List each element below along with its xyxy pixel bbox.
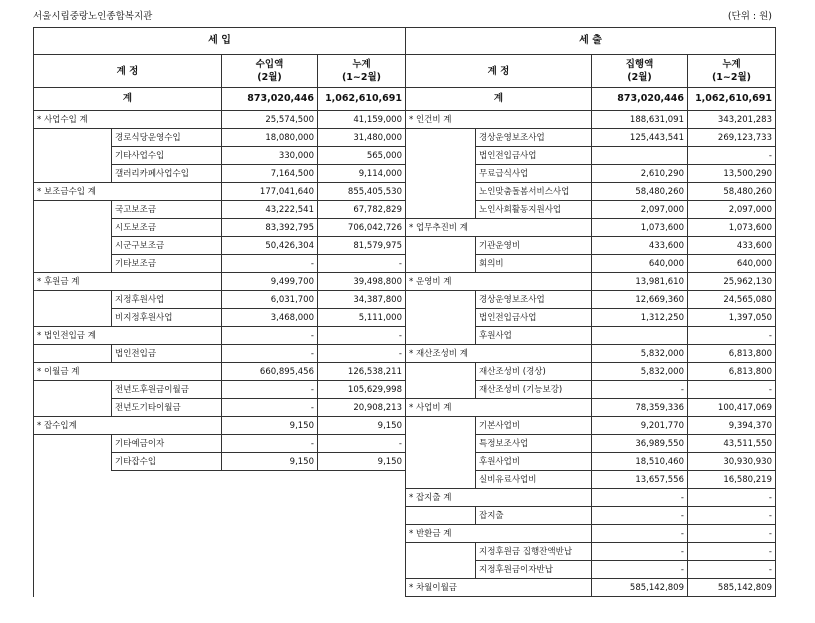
income-cumulative: - xyxy=(318,345,406,363)
expense-cumulative-header: 누계 (1~2월) xyxy=(688,55,776,88)
expense-subitem: 지정후원금 집행잔액반납 xyxy=(476,543,592,561)
expense-amount: - xyxy=(592,489,688,507)
income-category: * 법인전입금 계 xyxy=(34,327,222,345)
income-cumulative: 565,000 xyxy=(318,147,406,165)
expense-subitem: 재산조성비 (기능보강) xyxy=(476,381,592,399)
income-amount: - xyxy=(222,255,318,273)
expense-amount: - xyxy=(592,381,688,399)
income-subitem: 갤러리카페사업수입 xyxy=(112,165,222,183)
table-row xyxy=(34,507,776,525)
income-amount: 3,468,000 xyxy=(222,309,318,327)
expense-category-spacer xyxy=(406,453,476,471)
table-row xyxy=(34,525,776,543)
income-subitem: 기타보조금 xyxy=(112,255,222,273)
expense-amount: - xyxy=(592,525,688,543)
expense-amount: 640,000 xyxy=(592,255,688,273)
income-amount-header: 수입액 (2월) xyxy=(222,55,318,88)
income-subitem: 시군구보조금 xyxy=(112,237,222,255)
expense-category-spacer xyxy=(406,327,476,345)
table-row xyxy=(34,273,776,291)
expense-subitem: 법인전입금사업 xyxy=(476,147,592,165)
expense-subitem: 경상운영보조사업 xyxy=(476,291,592,309)
expense-account-header: 계 정 xyxy=(406,55,592,88)
income-cumulative: 39,498,800 xyxy=(318,273,406,291)
income-category-spacer xyxy=(34,201,112,219)
table-row xyxy=(34,579,776,597)
income-amount: 9,150 xyxy=(222,417,318,435)
expense-amount: 188,631,091 xyxy=(592,111,688,129)
income-category-spacer xyxy=(34,345,112,363)
expense-category-spacer xyxy=(406,147,476,165)
income-amount: - xyxy=(222,381,318,399)
income-cumulative: 9,150 xyxy=(318,453,406,471)
table-row xyxy=(34,219,776,237)
expense-category-spacer xyxy=(406,129,476,147)
expense-subitem: 특정보조사업 xyxy=(476,435,592,453)
expense-cumulative: 9,394,370 xyxy=(688,417,776,435)
income-category: * 보조금수입 계 xyxy=(34,183,222,201)
income-total-label: 계 xyxy=(34,88,222,111)
expense-cumulative: 13,500,290 xyxy=(688,165,776,183)
table-row xyxy=(34,543,776,561)
expense-category-spacer xyxy=(406,165,476,183)
income-cumulative: 34,387,800 xyxy=(318,291,406,309)
table-row xyxy=(34,381,776,399)
income-account-header: 계 정 xyxy=(34,55,222,88)
expense-category-spacer xyxy=(406,381,476,399)
income-amount: 9,499,700 xyxy=(222,273,318,291)
expense-subitem: 재산조성비 (경상) xyxy=(476,363,592,381)
income-category-spacer xyxy=(34,237,112,255)
table-row xyxy=(34,201,776,219)
expense-category-spacer xyxy=(406,291,476,309)
income-empty-cell xyxy=(34,543,406,561)
unit-label: (단위 : 원) xyxy=(727,11,772,22)
income-empty-cell xyxy=(34,489,406,507)
expense-cumulative: 43,511,550 xyxy=(688,435,776,453)
expense-category-spacer xyxy=(406,237,476,255)
expense-category-spacer xyxy=(406,363,476,381)
expense-amount: - xyxy=(592,561,688,579)
expense-subitem: 노인사회활동지원사업 xyxy=(476,201,592,219)
income-category-spacer xyxy=(34,309,112,327)
income-amount: 83,392,795 xyxy=(222,219,318,237)
expense-amount xyxy=(592,147,688,165)
expense-cumulative: 16,580,219 xyxy=(688,471,776,489)
expense-amount: 125,443,541 xyxy=(592,129,688,147)
income-subitem: 전년도후원금이월금 xyxy=(112,381,222,399)
expense-category-spacer xyxy=(406,309,476,327)
expense-cumulative: - xyxy=(688,147,776,165)
income-category: * 이월금 계 xyxy=(34,363,222,381)
expense-cumulative: 58,480,260 xyxy=(688,183,776,201)
expense-subitem: 기본사업비 xyxy=(476,417,592,435)
income-amount: - xyxy=(222,399,318,417)
income-category-spacer xyxy=(34,165,112,183)
income-cumulative: 20,908,213 xyxy=(318,399,406,417)
budget-table xyxy=(33,27,776,597)
income-subitem: 법인전입금 xyxy=(112,345,222,363)
table-row xyxy=(34,471,776,489)
table-row xyxy=(34,489,776,507)
income-category-spacer xyxy=(34,255,112,273)
income-category: * 후원금 계 xyxy=(34,273,222,291)
expense-subitem: 후원사업비 xyxy=(476,453,592,471)
expense-cumulative: 100,417,069 xyxy=(688,399,776,417)
income-amount: 9,150 xyxy=(222,453,318,471)
expense-amount: 9,201,770 xyxy=(592,417,688,435)
income-category-spacer xyxy=(34,291,112,309)
expense-category-spacer xyxy=(406,561,476,579)
expense-category-spacer xyxy=(406,471,476,489)
expense-category-spacer xyxy=(406,543,476,561)
income-category-spacer xyxy=(34,129,112,147)
expense-category-spacer xyxy=(406,507,476,525)
income-subitem: 지정후원사업 xyxy=(112,291,222,309)
expense-cumulative: - xyxy=(688,327,776,345)
expense-amount: 433,600 xyxy=(592,237,688,255)
income-amount: 6,031,700 xyxy=(222,291,318,309)
income-cumulative: 9,150 xyxy=(318,417,406,435)
income-subitem: 국고보조금 xyxy=(112,201,222,219)
income-cumulative: 855,405,530 xyxy=(318,183,406,201)
expense-amount: 18,510,460 xyxy=(592,453,688,471)
table-row xyxy=(34,309,776,327)
expense-category: * 재산조성비 계 xyxy=(406,345,592,363)
income-empty-cell xyxy=(34,525,406,543)
expense-category-spacer xyxy=(406,255,476,273)
expense-subitem: 법인전입금사업 xyxy=(476,309,592,327)
expense-cumulative: - xyxy=(688,561,776,579)
table-row xyxy=(34,561,776,579)
income-amount: 177,041,640 xyxy=(222,183,318,201)
expense-subitem: 지정후원금이자반납 xyxy=(476,561,592,579)
expense-cumulative: 640,000 xyxy=(688,255,776,273)
income-amount: 7,164,500 xyxy=(222,165,318,183)
expense-amount: 13,657,556 xyxy=(592,471,688,489)
table-row xyxy=(34,255,776,273)
expense-amount: 5,832,000 xyxy=(592,363,688,381)
table-row xyxy=(34,363,776,381)
expense-amount: 13,981,610 xyxy=(592,273,688,291)
expense-amount: 36,989,550 xyxy=(592,435,688,453)
expense-cumulative: 1,397,050 xyxy=(688,309,776,327)
expense-cumulative: 6,813,800 xyxy=(688,345,776,363)
income-empty-cell xyxy=(34,579,406,597)
expense-subitem: 무료급식사업 xyxy=(476,165,592,183)
expense-cumulative: 433,600 xyxy=(688,237,776,255)
table-row xyxy=(34,183,776,201)
income-cumulative: 41,159,000 xyxy=(318,111,406,129)
income-cumulative-header: 누계 (1~2월) xyxy=(318,55,406,88)
income-cumulative: 31,480,000 xyxy=(318,129,406,147)
table-row xyxy=(34,345,776,363)
expense-amount: 12,669,360 xyxy=(592,291,688,309)
expense-cumulative: - xyxy=(688,381,776,399)
income-category-spacer xyxy=(34,435,112,453)
expense-amount: 5,832,000 xyxy=(592,345,688,363)
table-row xyxy=(34,291,776,309)
income-header: 세 입 xyxy=(34,28,406,55)
income-cumulative: 5,111,000 xyxy=(318,309,406,327)
expense-total-amount: 873,020,446 xyxy=(592,88,688,111)
expense-subitem: 회의비 xyxy=(476,255,592,273)
expense-cumulative: 1,073,600 xyxy=(688,219,776,237)
income-cumulative: 105,629,998 xyxy=(318,381,406,399)
income-amount: - xyxy=(222,435,318,453)
income-cumulative: 706,042,726 xyxy=(318,219,406,237)
expense-category: * 사업비 계 xyxy=(406,399,592,417)
income-amount: 50,426,304 xyxy=(222,237,318,255)
expense-cumulative: 25,962,130 xyxy=(688,273,776,291)
income-total-cumulative: 1,062,610,691 xyxy=(318,88,406,111)
income-category-spacer xyxy=(34,147,112,165)
income-cumulative: 67,782,829 xyxy=(318,201,406,219)
income-empty-cell xyxy=(34,507,406,525)
income-amount: 330,000 xyxy=(222,147,318,165)
expense-amount: 58,480,260 xyxy=(592,183,688,201)
expense-amount: 1,073,600 xyxy=(592,219,688,237)
expense-cumulative: - xyxy=(688,489,776,507)
expense-category: * 운영비 계 xyxy=(406,273,592,291)
income-subitem: 시도보조금 xyxy=(112,219,222,237)
income-category: * 사업수입 계 xyxy=(34,111,222,129)
expense-subitem: 실비유료사업비 xyxy=(476,471,592,489)
expense-amount: 585,142,809 xyxy=(592,579,688,597)
expense-amount xyxy=(592,327,688,345)
expense-amount: 2,097,000 xyxy=(592,201,688,219)
income-subitem: 전년도기타이월금 xyxy=(112,399,222,417)
income-subitem: 기타예금이자 xyxy=(112,435,222,453)
expense-amount: 1,312,250 xyxy=(592,309,688,327)
table-row xyxy=(34,435,776,453)
table-row xyxy=(34,129,776,147)
income-amount: 18,080,000 xyxy=(222,129,318,147)
income-subitem: 기타잡수입 xyxy=(112,453,222,471)
expense-subitem: 경상운영보조사업 xyxy=(476,129,592,147)
expense-category: * 반환금 계 xyxy=(406,525,592,543)
income-cumulative: 81,579,975 xyxy=(318,237,406,255)
income-empty-cell xyxy=(34,471,406,489)
expense-cumulative: - xyxy=(688,525,776,543)
income-empty-cell xyxy=(34,561,406,579)
expense-amount: 2,610,290 xyxy=(592,165,688,183)
expense-subitem: 노인맞춤돌봄서비스사업 xyxy=(476,183,592,201)
expense-cumulative: 6,813,800 xyxy=(688,363,776,381)
table-row xyxy=(34,327,776,345)
table-row xyxy=(34,237,776,255)
income-amount: 25,574,500 xyxy=(222,111,318,129)
expense-category: * 잡지출 계 xyxy=(406,489,592,507)
expense-amount-header: 집행액 (2월) xyxy=(592,55,688,88)
expense-cumulative: 343,201,283 xyxy=(688,111,776,129)
expense-category-spacer xyxy=(406,201,476,219)
income-category: * 잡수입계 xyxy=(34,417,222,435)
expense-total-label: 계 xyxy=(406,88,592,111)
income-cumulative: 126,538,211 xyxy=(318,363,406,381)
expense-cumulative: - xyxy=(688,507,776,525)
expense-header: 세 출 xyxy=(406,28,776,55)
expense-cumulative: 30,930,930 xyxy=(688,453,776,471)
income-amount: 660,895,456 xyxy=(222,363,318,381)
expense-cumulative: 269,123,733 xyxy=(688,129,776,147)
expense-category-spacer xyxy=(406,183,476,201)
expense-subitem: 후원사업 xyxy=(476,327,592,345)
income-cumulative: 9,114,000 xyxy=(318,165,406,183)
expense-category: * 인건비 계 xyxy=(406,111,592,129)
expense-subitem: 잡지출 xyxy=(476,507,592,525)
expense-category-spacer xyxy=(406,435,476,453)
income-subitem: 경로식당운영수입 xyxy=(112,129,222,147)
institution-title: 서울시립중랑노인종합복지관 xyxy=(33,11,153,22)
expense-category-spacer xyxy=(406,417,476,435)
expense-category: * 업무추진비 계 xyxy=(406,219,592,237)
expense-cumulative: 24,565,080 xyxy=(688,291,776,309)
expense-amount: - xyxy=(592,507,688,525)
expense-amount: 78,359,336 xyxy=(592,399,688,417)
income-category-spacer xyxy=(34,219,112,237)
income-category-spacer xyxy=(34,381,112,399)
table-row xyxy=(34,165,776,183)
table-row xyxy=(34,417,776,435)
expense-category: * 차월이월금 xyxy=(406,579,592,597)
income-amount: 43,222,541 xyxy=(222,201,318,219)
income-amount: - xyxy=(222,327,318,345)
expense-cumulative: 585,142,809 xyxy=(688,579,776,597)
income-cumulative: - xyxy=(318,435,406,453)
table-row xyxy=(34,399,776,417)
income-category-spacer xyxy=(34,399,112,417)
expense-cumulative: - xyxy=(688,543,776,561)
expense-cumulative: 2,097,000 xyxy=(688,201,776,219)
income-subitem: 기타사업수입 xyxy=(112,147,222,165)
table-row xyxy=(34,453,776,471)
table-row xyxy=(34,111,776,129)
table-row xyxy=(34,147,776,165)
expense-total-cumulative: 1,062,610,691 xyxy=(688,88,776,111)
expense-amount: - xyxy=(592,543,688,561)
expense-subitem: 기관운영비 xyxy=(476,237,592,255)
income-category-spacer xyxy=(34,453,112,471)
income-cumulative: - xyxy=(318,255,406,273)
income-total-amount: 873,020,446 xyxy=(222,88,318,111)
income-amount: - xyxy=(222,345,318,363)
income-cumulative: - xyxy=(318,327,406,345)
income-subitem: 비지정후원사업 xyxy=(112,309,222,327)
